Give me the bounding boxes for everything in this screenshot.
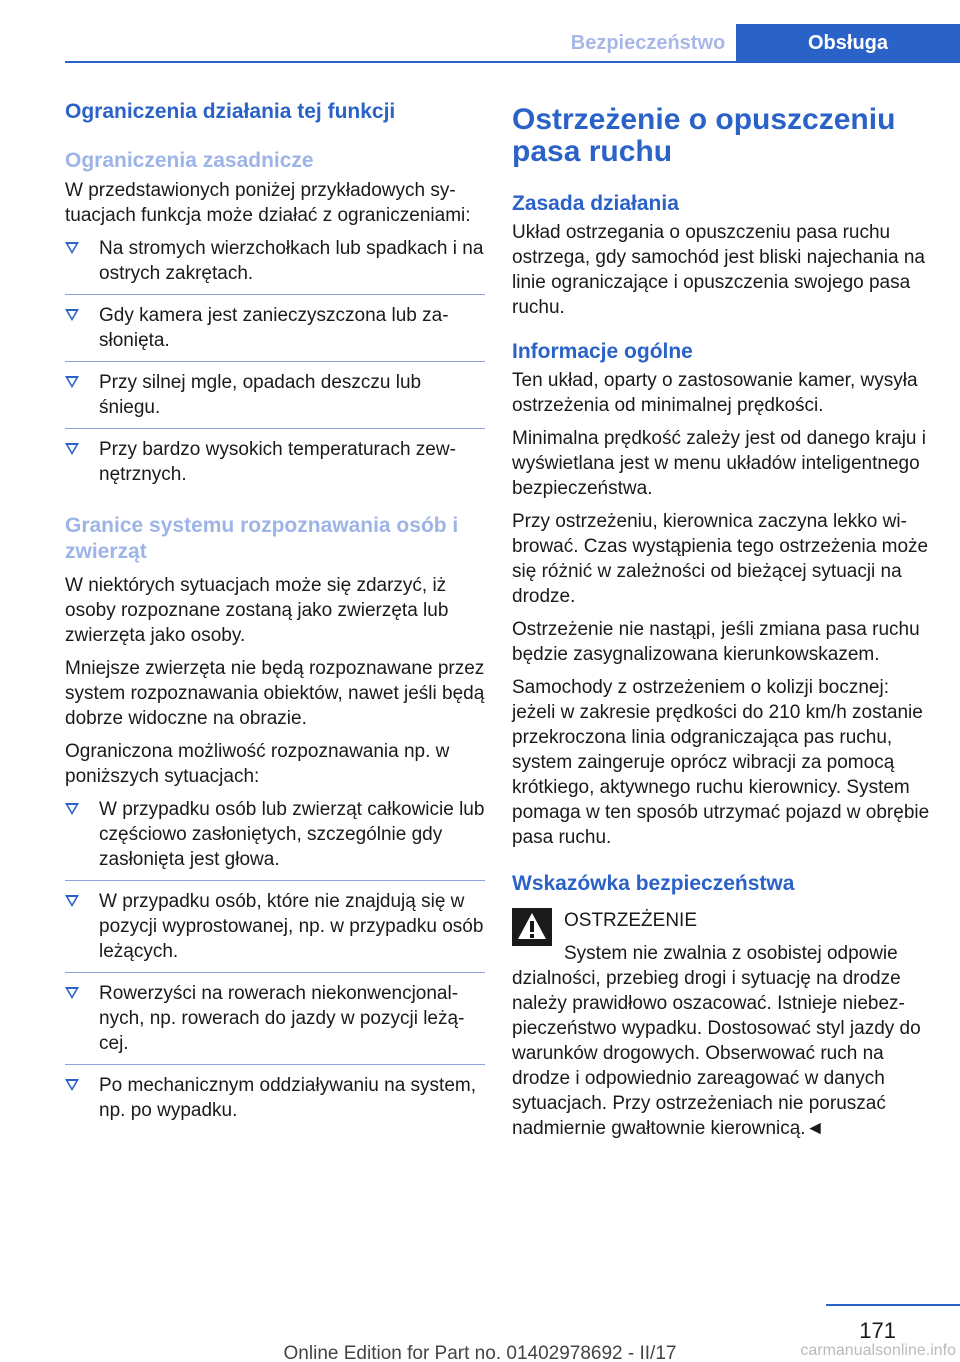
warning-triangle-icon bbox=[512, 908, 552, 946]
bullet-triangle-icon bbox=[65, 895, 79, 907]
bullet-triangle-icon bbox=[65, 376, 79, 388]
right-column bbox=[512, 104, 932, 1141]
page-number: 171 bbox=[859, 1318, 896, 1343]
bullet-triangle-icon bbox=[65, 987, 79, 999]
subheading-basic-limitations: Ograniczenia zasadnicze bbox=[65, 149, 314, 172]
list-item: Rowerzyści na rowerach niekonwencjonalnych, np. rowerach do jazdy w pozycji leżącej. bbox=[65, 981, 485, 1056]
bullet-triangle-icon bbox=[65, 803, 79, 815]
subheading-principle: Zasada działania bbox=[512, 192, 679, 215]
list-item: W przypadku osób, które nie znajdują się w pozycji wyprostowanej, np. w przypadku osób leżących. bbox=[65, 889, 485, 964]
bullet-triangle-icon bbox=[65, 1079, 79, 1091]
paragraph-principle: Układ ostrzegania o opuszczeniu pasa ruchu ostrzega, gdy samochód jest bliski najechania na linie ograniczające i opuszczenia swojego pasa ruchu. bbox=[512, 222, 925, 318]
list-divider bbox=[65, 972, 485, 973]
list-item: W przypadku osób lub zwierząt całkowicie lub częściowo zasłoniętych, szczególnie gdy zasłonięta jest głowa. bbox=[65, 797, 485, 872]
list-item: Przy bardzo wysokich temperaturach zewnętrznych. bbox=[65, 437, 485, 487]
paragraph-basic-limitations: W przedstawionych poniżej przykładowych sytuacjach funkcja może działać z ograniczeniami: bbox=[65, 180, 471, 226]
paragraph-general-2: Minimalna prędkość zależy jest od danego kraju i wyświetlana jest w menu układów inteligentnego bezpieczeństwa. bbox=[512, 428, 926, 499]
warning-text: dzialności, przebieg drogi i sytuację na drodze należy prawidłowo oszacować. Istnieje niebezpieczeństwo wypadku. Dostosować styl jazdy do warunków drogowych. Obserwować ruch na drodze i odpowiednio zareagować w danych sytuacjach. Przy ostrzeżeniach nie poruszać nadmiernie gwałtownie kierownicą.◄ bbox=[512, 968, 921, 1139]
section-heading-limitations: Ograniczenia działania tej funkcji bbox=[65, 100, 396, 123]
warning-block bbox=[512, 908, 932, 966]
paragraph-recognition-3: Ograniczona możliwość rozpoznawania np. w poniższych sytuacjach: bbox=[65, 741, 450, 787]
list-divider bbox=[65, 880, 485, 881]
paragraph-general-3: Przy ostrzeżeniu, kierownica zaczyna lekko wibrować. Czas wystąpienia tego ostrzeżenia może się różnić w zależności od bieżącej sytuacji na drodze. bbox=[512, 511, 929, 607]
watermark: carmanualsonline.info bbox=[800, 1342, 956, 1359]
list-divider bbox=[65, 294, 485, 295]
subheading-safety: Wskazówka bezpieczeństwa bbox=[512, 872, 795, 895]
page-header bbox=[65, 0, 960, 62]
tab-bezpieczenstwo[interactable]: Bezpieczeństwo bbox=[570, 32, 726, 54]
footer-divider bbox=[826, 1304, 960, 1306]
left-column bbox=[65, 98, 485, 1123]
paragraph-general-1: Ten układ, oparty o zastosowanie kamer, wysyła ostrzeżenia od minimalnej prędkości. bbox=[512, 370, 918, 416]
list-item: Po mechanicznym oddziaływaniu na system, np. po wypadku. bbox=[65, 1073, 485, 1123]
paragraph-general-4: Ostrzeżenie nie nastąpi, jeśli zmiana pasa ruchu będzie zasygnalizowana kierunkowskazem. bbox=[512, 619, 920, 665]
tab-obsluga[interactable]: Obsługa bbox=[736, 24, 960, 62]
list-divider bbox=[65, 1064, 485, 1065]
list-item: Przy silnej mgle, opadach deszczu lub śniegu. bbox=[65, 370, 485, 420]
list-divider bbox=[65, 428, 485, 429]
list-item: Gdy kamera jest zanieczyszczona lub zasłonięta. bbox=[65, 303, 485, 353]
warning-label: OSTRZEŻENIE bbox=[564, 910, 698, 931]
paragraph-general-5: Samochody z ostrzeżeniem o kolizji bocznej: jeżeli w zakresie prędkości do 210 km/h zostanie przekroczona linia odgraniczająca pas ruchu, system zaingeruje oprócz wibracji za pomocą krótkiego, aktywnego ruchu kierownicy. System pomaga w ten sposób utrzymać pojazd w obrębie pasa ruchu. bbox=[512, 677, 930, 848]
header-divider bbox=[65, 61, 960, 63]
bullet-triangle-icon bbox=[65, 242, 79, 254]
list-divider bbox=[65, 361, 485, 362]
footer-edition: Online Edition for Part no. 01402978692 - II/17 bbox=[283, 1343, 677, 1362]
subheading-recognition-limits: Granice systemu rozpoznawania osób i zwierząt bbox=[65, 514, 459, 563]
bullet-triangle-icon bbox=[65, 443, 79, 455]
subheading-general: Informacje ogólne bbox=[512, 340, 693, 363]
list-item: Na stromych wierzchołkach lub spadkach i na ostrych zakrętach. bbox=[65, 236, 485, 286]
bullet-triangle-icon bbox=[65, 309, 79, 321]
warning-first-line: System nie zwalnia z osobistej odpowie bbox=[564, 943, 898, 964]
paragraph-recognition-2: Mniejsze zwierzęta nie będą rozpoznawane przez system rozpoznawania obiektów, nawet jeśli będą dobrze widoczne na obrazie. bbox=[65, 658, 485, 729]
paragraph-recognition-1: W niektórych sytuacjach może się zdarzyć, iż osoby rozpoznane zostaną jako zwierzęta lub zwierzęta jako osoby. bbox=[65, 575, 449, 646]
section-title-lane-departure: Ostrzeżenie o opuszczeniu pasa ruchu bbox=[512, 103, 896, 168]
